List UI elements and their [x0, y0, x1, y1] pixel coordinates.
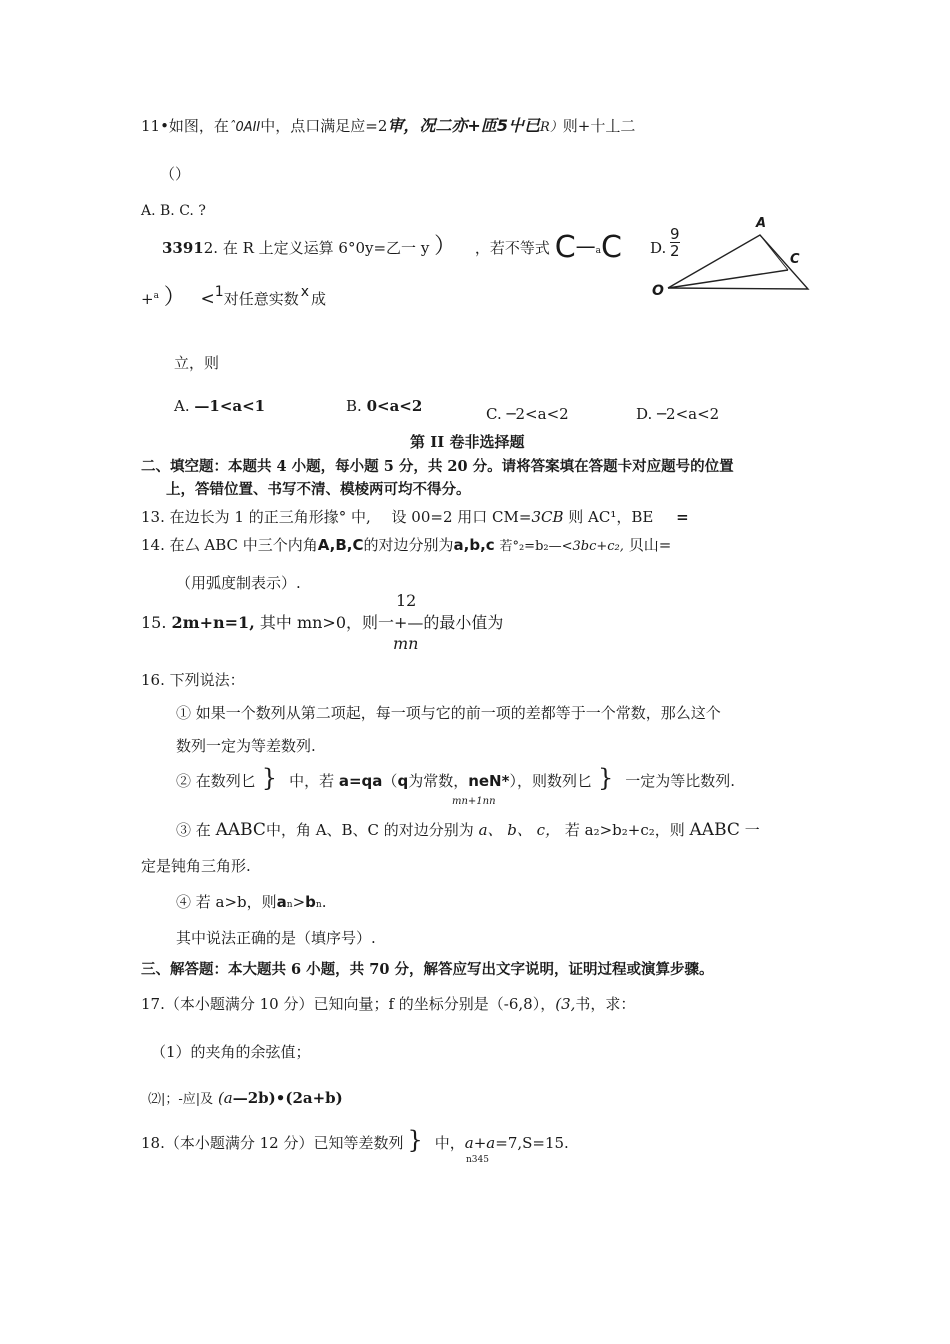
q15-c: 其中 mn>0，则一+—的最小值为: [259, 613, 504, 632]
q13-c: 3CB: [531, 508, 564, 526]
q12-c2: C: [601, 230, 622, 265]
q13-eq: =: [676, 508, 689, 526]
q16-s2-brace2: }: [597, 764, 614, 792]
q17-p2c: —2b)•(2a+b): [232, 1089, 343, 1107]
q11-options: A. B. C. ?: [141, 203, 206, 219]
q11-r: R）: [539, 120, 563, 135]
q13-d: 则 AC¹，BE: [568, 508, 654, 526]
figure-d-label: D.: [650, 239, 667, 257]
q14-b: A,B,C: [317, 536, 364, 554]
q18-b: 中，: [434, 1134, 465, 1152]
q12-num: 3391: [162, 239, 204, 257]
q16-s3c: 中，角 A、B、C 的对边分别为: [265, 821, 474, 839]
q17-b: (3,: [555, 995, 576, 1013]
q16-s3f: AABC: [689, 820, 740, 840]
q16-s2e: q: [397, 772, 409, 790]
q16-s4b: a: [276, 893, 287, 911]
q16-s2a: ② 在数列匕: [176, 772, 256, 790]
q12-brace2: ）: [163, 285, 186, 310]
q14-c: 的对边分别为: [363, 536, 454, 554]
q16-s4f: n: [315, 900, 322, 910]
q12-opt-c: C. ─2<a<2: [486, 405, 569, 423]
q16-s3-line: [176, 820, 760, 840]
q16-s1a: ① 如果一个数列从第二项起，每一项与它的前一项的差都等于一个常数，那么这个: [176, 704, 721, 722]
q14-e: 若°₂=b₂—: [499, 539, 562, 554]
q16-s2-brace: }: [261, 764, 278, 792]
q12-x: x: [300, 284, 310, 300]
q17-p2b: (a: [217, 1089, 233, 1107]
q13-b: 设 00=2 用口 CM=: [391, 508, 532, 526]
q18-c: a+a=: [464, 1134, 508, 1152]
q16-s2-sub: mn+1nn: [452, 796, 496, 807]
q16-s3g: 一: [744, 821, 760, 839]
triangle-lines: [668, 235, 808, 289]
q16-s2-line: [176, 764, 736, 792]
q16-s4a: ④ 若 a>b，则: [176, 893, 277, 911]
q16-s2h: ），则数列匕: [509, 772, 592, 790]
q16-s3d: a、 b、 c，: [478, 821, 561, 839]
triangle-oc-line: [668, 270, 788, 288]
q11-end: 则+十丄二: [562, 117, 636, 135]
q12-text5: 立，则: [174, 354, 220, 372]
q16-s2d: （: [382, 772, 398, 790]
q18-line: [141, 1126, 569, 1154]
q12-sup-a: a: [595, 246, 602, 256]
q15-a: 15.: [141, 613, 167, 632]
q16-s4e: b: [305, 893, 316, 911]
q12-brace: ）: [434, 234, 457, 259]
q17-p2a: ⑵|；-应|及: [148, 1092, 214, 1107]
q11-triangle: ˆ0AII: [228, 120, 261, 135]
q14-d: a,b,c: [453, 536, 495, 554]
q16-s1b: 数列一定为等差数列.: [176, 737, 316, 755]
q11-line: [141, 116, 635, 138]
q12-opt-b-label: B.: [346, 397, 362, 415]
q14-h: （用弧度制表示）.: [176, 574, 301, 592]
q14-line: [141, 535, 671, 557]
q17-line: [141, 994, 635, 1014]
q14-a: 14. 在厶 ABC 中三个内角: [141, 536, 318, 554]
q15-top: 12: [396, 591, 417, 610]
q16-s4-line: [176, 892, 326, 915]
q16-s3e: 若 a₂>b₂+c₂，则: [564, 821, 685, 839]
q12-text4: 成: [311, 290, 327, 308]
q12-text3: 对任意实数: [223, 290, 299, 308]
figure-label-a: A: [756, 216, 767, 231]
q18-brace: }: [407, 1126, 423, 1154]
q17-p2-line: [148, 1088, 343, 1110]
figure-label-c: C: [790, 252, 800, 267]
q17-p1: （1）的夹角的余弦值；: [151, 1043, 311, 1061]
q16-s2c: a=qa: [338, 772, 383, 790]
q12-lt: <: [200, 289, 215, 309]
q16-answer: 其中说法正确的是（填序号）.: [176, 929, 376, 947]
q12-opt-a-label: A.: [174, 397, 190, 415]
q12-line1: [162, 230, 622, 265]
q16-s4d: >: [292, 893, 306, 911]
sec2-line2: 上，答错位置、书写不清、模棱两可均不得分。: [166, 481, 471, 498]
sec2-line1: 二、填空题：本题共 4 小题，每小题 5 分，共 20 分。请将答案填在答题卡对应题号的位置: [141, 458, 734, 475]
q18-d: 7,S=15.: [507, 1134, 569, 1152]
q17-c: 书，求：: [575, 995, 636, 1013]
q12-line2: [141, 282, 326, 309]
q12-opt-b-value: 0<a<2: [366, 397, 423, 415]
q12-opt-b: [346, 396, 422, 416]
q13-a: 13. 在边长为 1 的正三角形掾° 中,: [141, 508, 371, 526]
q11-italic: 审，况二亦+匝5屮已: [387, 116, 540, 135]
q15-line: [141, 613, 503, 633]
q18-a: 18.（本小题满分 12 分）已知等差数列: [141, 1134, 404, 1152]
q12-dash: —: [575, 234, 596, 258]
q13-line: [141, 507, 689, 527]
figure-denominator: 2: [670, 242, 680, 260]
q16-s3h: 定是钝角三角形.: [141, 857, 251, 875]
triangle-ac-line: [760, 235, 788, 270]
q16-s4g: .: [321, 893, 327, 911]
q12-text2: ，若不等式: [474, 239, 550, 257]
figure-numerator: 9: [670, 225, 680, 243]
q12-c1: C: [554, 230, 576, 265]
q16-s2g: neN*: [468, 772, 510, 790]
q15-b: 2m+n=1,: [171, 613, 255, 632]
q16-title: 16. 下列说法：: [141, 671, 245, 689]
q12-text1: 2. 在 R 上定义运算 6°0y=乙一 y: [203, 239, 430, 257]
q12-opt-d: D. ─2<a<2: [636, 405, 720, 423]
q11-prefix: 11•如图，在: [141, 117, 229, 135]
q18-sub: n345: [466, 1155, 489, 1165]
q14-f: <3bc+c₂,: [561, 539, 624, 554]
q12-opt-a-value: —1<a<1: [194, 397, 266, 415]
q15-bottom: mn: [393, 634, 419, 653]
q16-s4c: n: [286, 900, 293, 910]
sec3-heading: 三、解答题：本大题共 6 小题，共 70 分，解答应写出文字说明，证明过程或演算步骤。: [141, 961, 714, 978]
q16-s2b: 中，若: [289, 772, 335, 790]
q16-s2i: 一定为等比数列.: [625, 772, 736, 790]
q17-a: 17.（本小题满分 10 分）已知向量；f 的坐标分别是（-6,8），: [141, 995, 556, 1013]
q12-opt-a: [174, 396, 265, 416]
q16-s3b: AABC: [215, 820, 266, 840]
q16-s3a: ③ 在: [176, 821, 211, 839]
q16-s2f: 为常数，: [408, 772, 469, 790]
q11-mid: 中，点口满足应=2: [260, 117, 388, 135]
q14-g: 贝山=: [628, 536, 672, 554]
q11-paren: （）: [160, 165, 191, 183]
q12-one: 1: [214, 284, 224, 300]
q12-sup-a2: a: [153, 291, 159, 301]
figure-label-o: O: [652, 283, 664, 299]
q12-plus: +: [141, 290, 154, 308]
part2-title: 第 II 卷非选择题: [410, 433, 525, 451]
